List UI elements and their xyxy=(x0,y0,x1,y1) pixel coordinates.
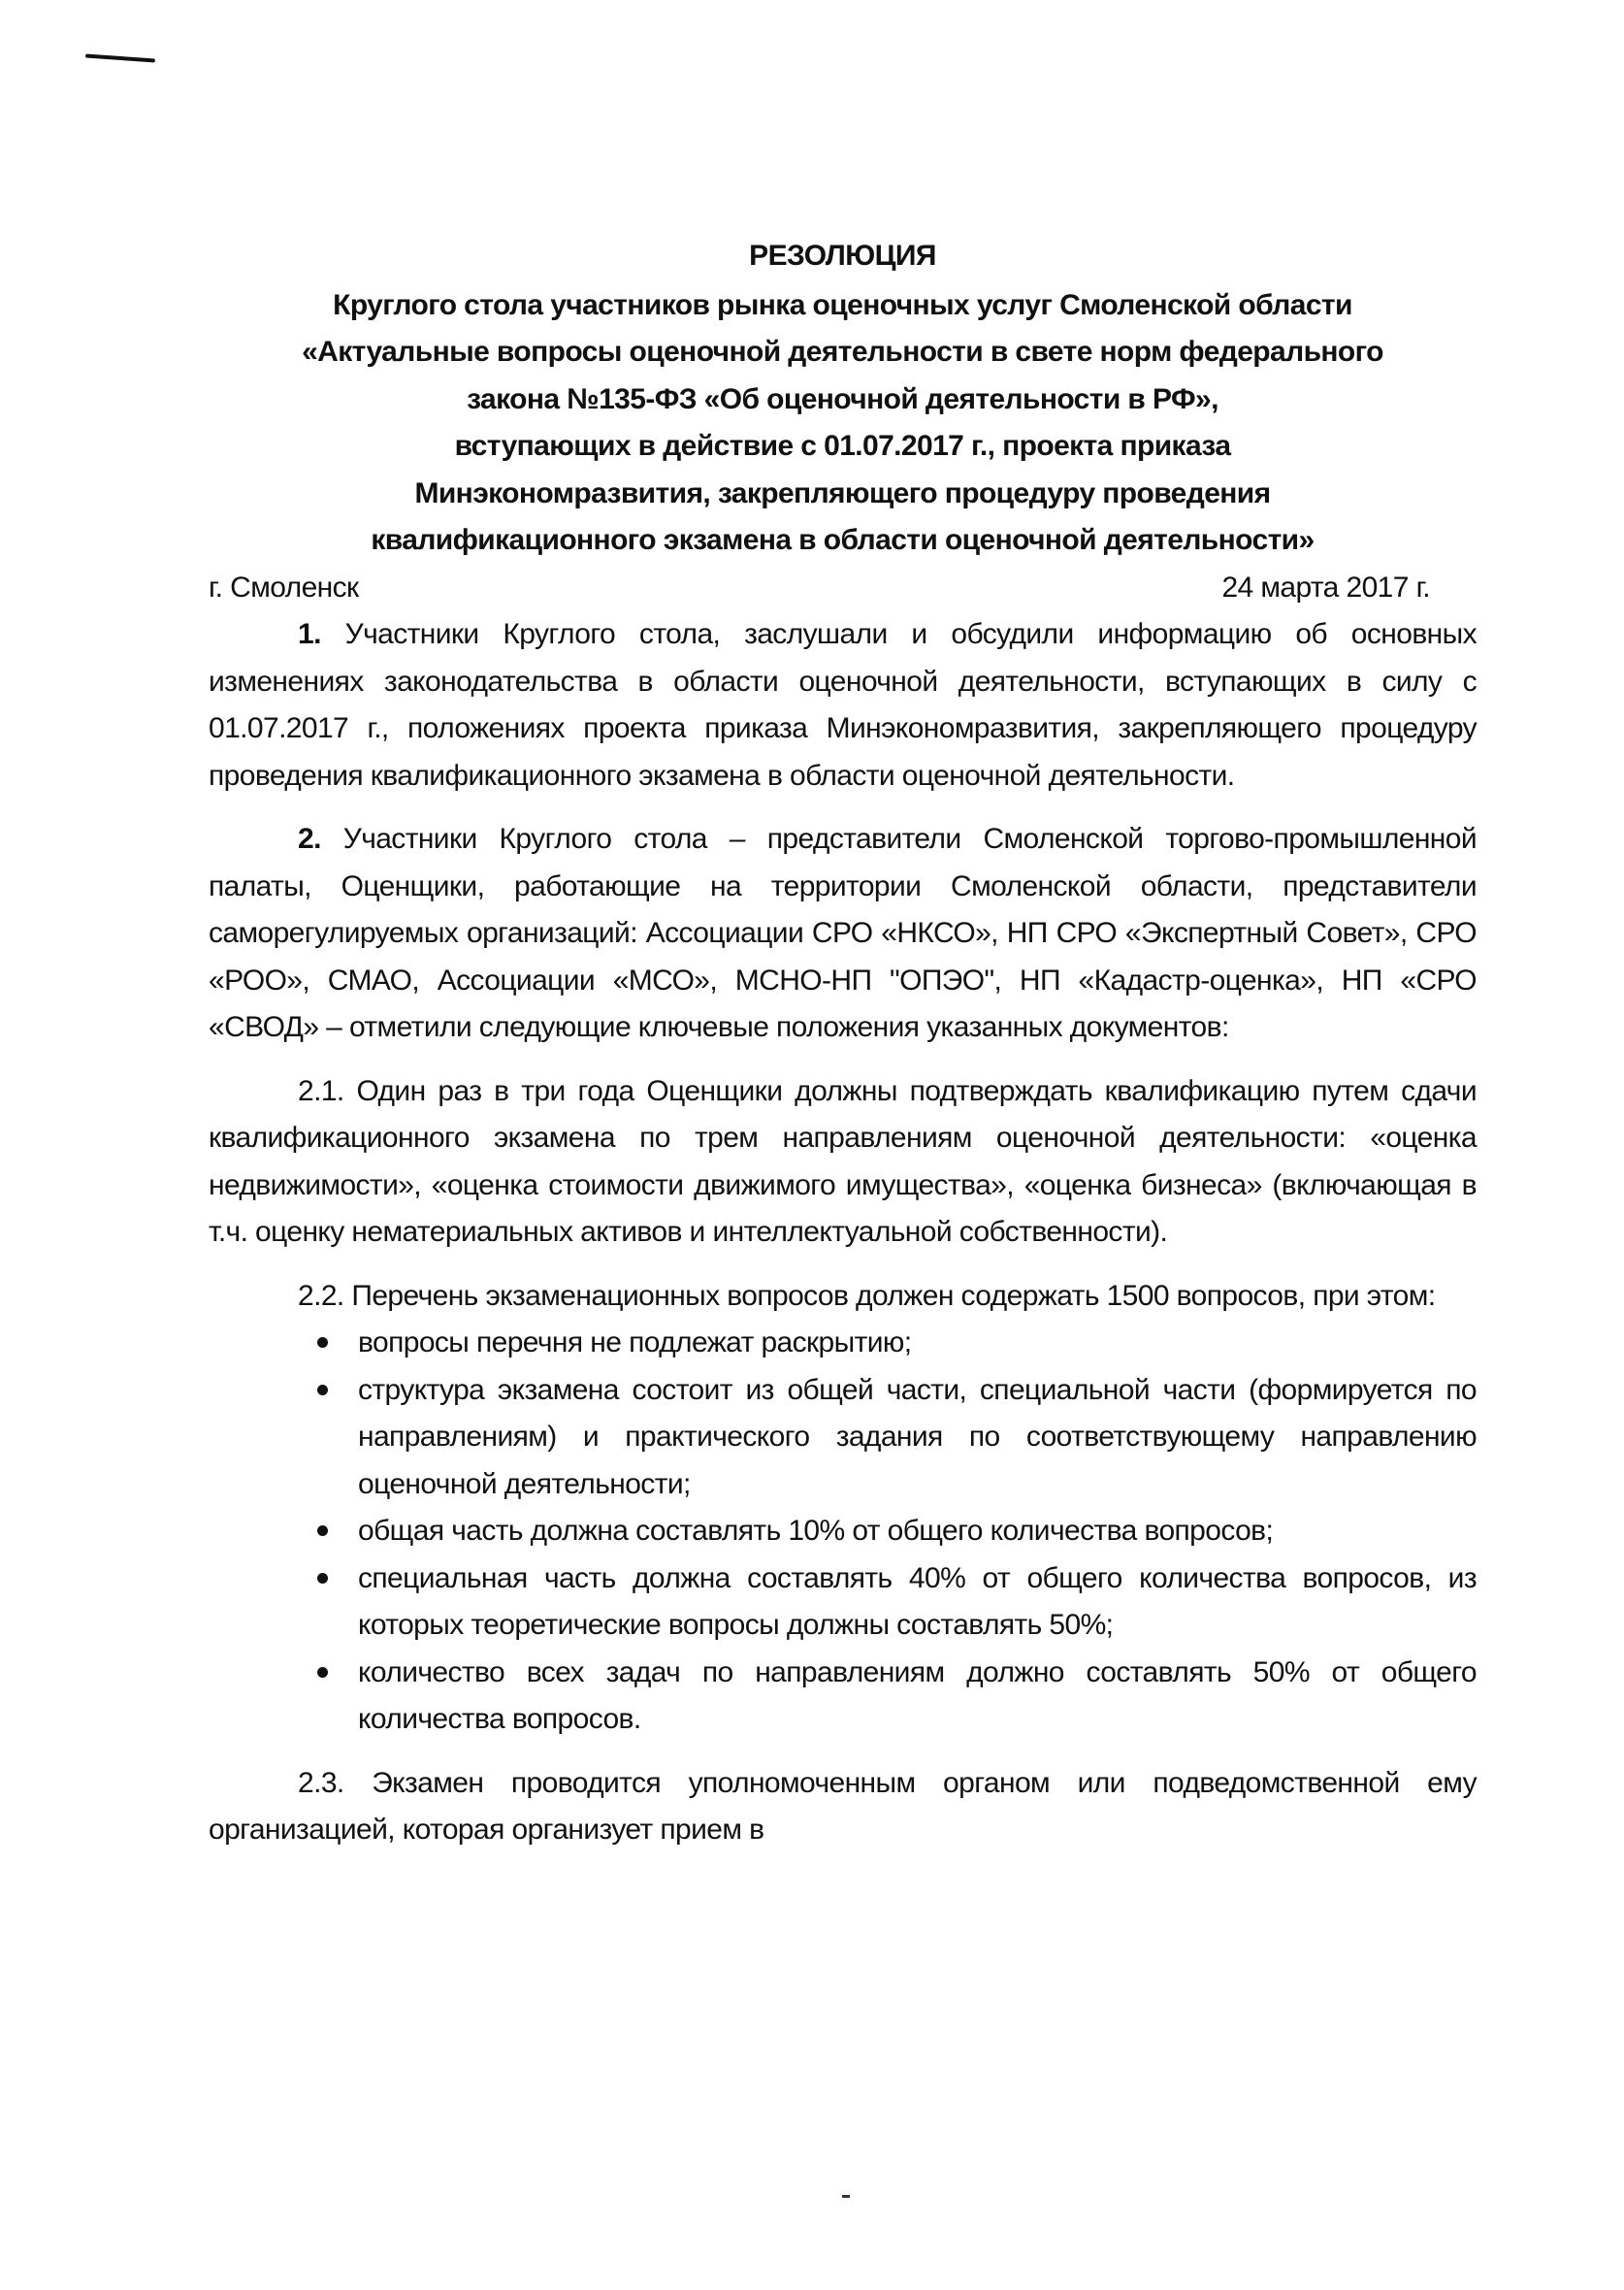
paragraph-2-1: 2.1. Один раз в три года Оценщики должны подтверждать квалификацию путем сдачи квалификационного экзамена по трем направлениям оценочной деятельности: «оценка недвижимости», «оценка стоимости движимого имущества», «оценка бизнеса» (включающая в т.ч. оценку нематериальных активов и интеллектуальной собственности). xyxy=(209,1074,1477,1248)
document-page xyxy=(209,233,1477,1854)
scan-mark xyxy=(85,53,155,62)
scan-dot xyxy=(842,2195,850,2198)
paragraph-text: Участники Круглого стола, заслушали и обсудили информацию об основных изменениях законодательства в области оценочной деятельности, вступающих в силу с 01.07.2017 г., положениях проекта приказа Минэкономразвития, закрепляющего процедуру проведения квалификационного экзамена в области оценочной деятельности. xyxy=(209,618,1477,792)
place-date-row xyxy=(209,565,1477,612)
date: 24 марта 2017 г. xyxy=(1221,571,1430,604)
title-heading: РЕЗОЛЮЦИЯ xyxy=(749,240,936,272)
subtitle-line: Круглого стола участников рынка оценочных услуг Смоленской области xyxy=(333,288,1352,321)
paragraph-number: 2. xyxy=(298,823,321,855)
subtitle-line: вступающих в действие с 01.07.2017 г., проекта приказа xyxy=(454,430,1231,462)
place: г. Смоленск xyxy=(209,571,359,604)
list-item: количество всех задач по направлениям должно составлять 50% от общего количества вопросов. xyxy=(209,1650,1477,1744)
paragraph-2 xyxy=(209,816,1477,1052)
list-item: вопросы перечня не подлежат раскрытию; xyxy=(209,1320,1477,1367)
paragraph-1 xyxy=(209,611,1477,800)
paragraph-number: 1. xyxy=(298,618,321,650)
list-item: специальная часть должна составлять 40% от общего количества вопросов, из которых теоретические вопросы должны составлять 50%; xyxy=(209,1555,1477,1650)
document-title xyxy=(209,233,1477,565)
subtitle-line: Минэкономразвития, закрепляющего процедуру проведения xyxy=(414,476,1271,509)
list-item: общая часть должна составлять 10% от общего количества вопросов; xyxy=(209,1508,1477,1555)
list-item: структура экзамена состоит из общей части, специальной части (формируется по направлениям) и практического задания по соответствующему направлению оценочной деятельности; xyxy=(209,1367,1477,1509)
subtitle-line: квалификационного экзамена в области оценочной деятельности» xyxy=(371,524,1315,556)
bullet-list xyxy=(209,1320,1477,1744)
paragraph-text: Участники Круглого стола – представители Смоленской торгово-промышленной палаты, Оценщики, работающие на территории Смоленской области, представители саморегулируемых организаций: Ассоциации СРО «НКСО», НП СРО «Экспертный Совет», СРО «РОО», СМАО, Ассоциации «МСО», МСНО-НП "ОПЭО", НП «Кадастр-оценка», НП «СРО «СВОД» – отметили следующие ключевые положения указанных документов: xyxy=(209,823,1477,1043)
paragraph-2-2: 2.2. Перечень экзаменационных вопросов должен содержать 1500 вопросов, при этом: xyxy=(298,1279,1436,1312)
subtitle-line: закона №135-ФЗ «Об оценочной деятельности в РФ», xyxy=(467,382,1218,415)
paragraph-2-3: 2.3. Экзамен проводится уполномоченным органом или подведомственной ему организацией, которая организует прием в xyxy=(209,1766,1477,1846)
subtitle-line: «Актуальные вопросы оценочной деятельности в свете норм федерального xyxy=(302,336,1383,368)
